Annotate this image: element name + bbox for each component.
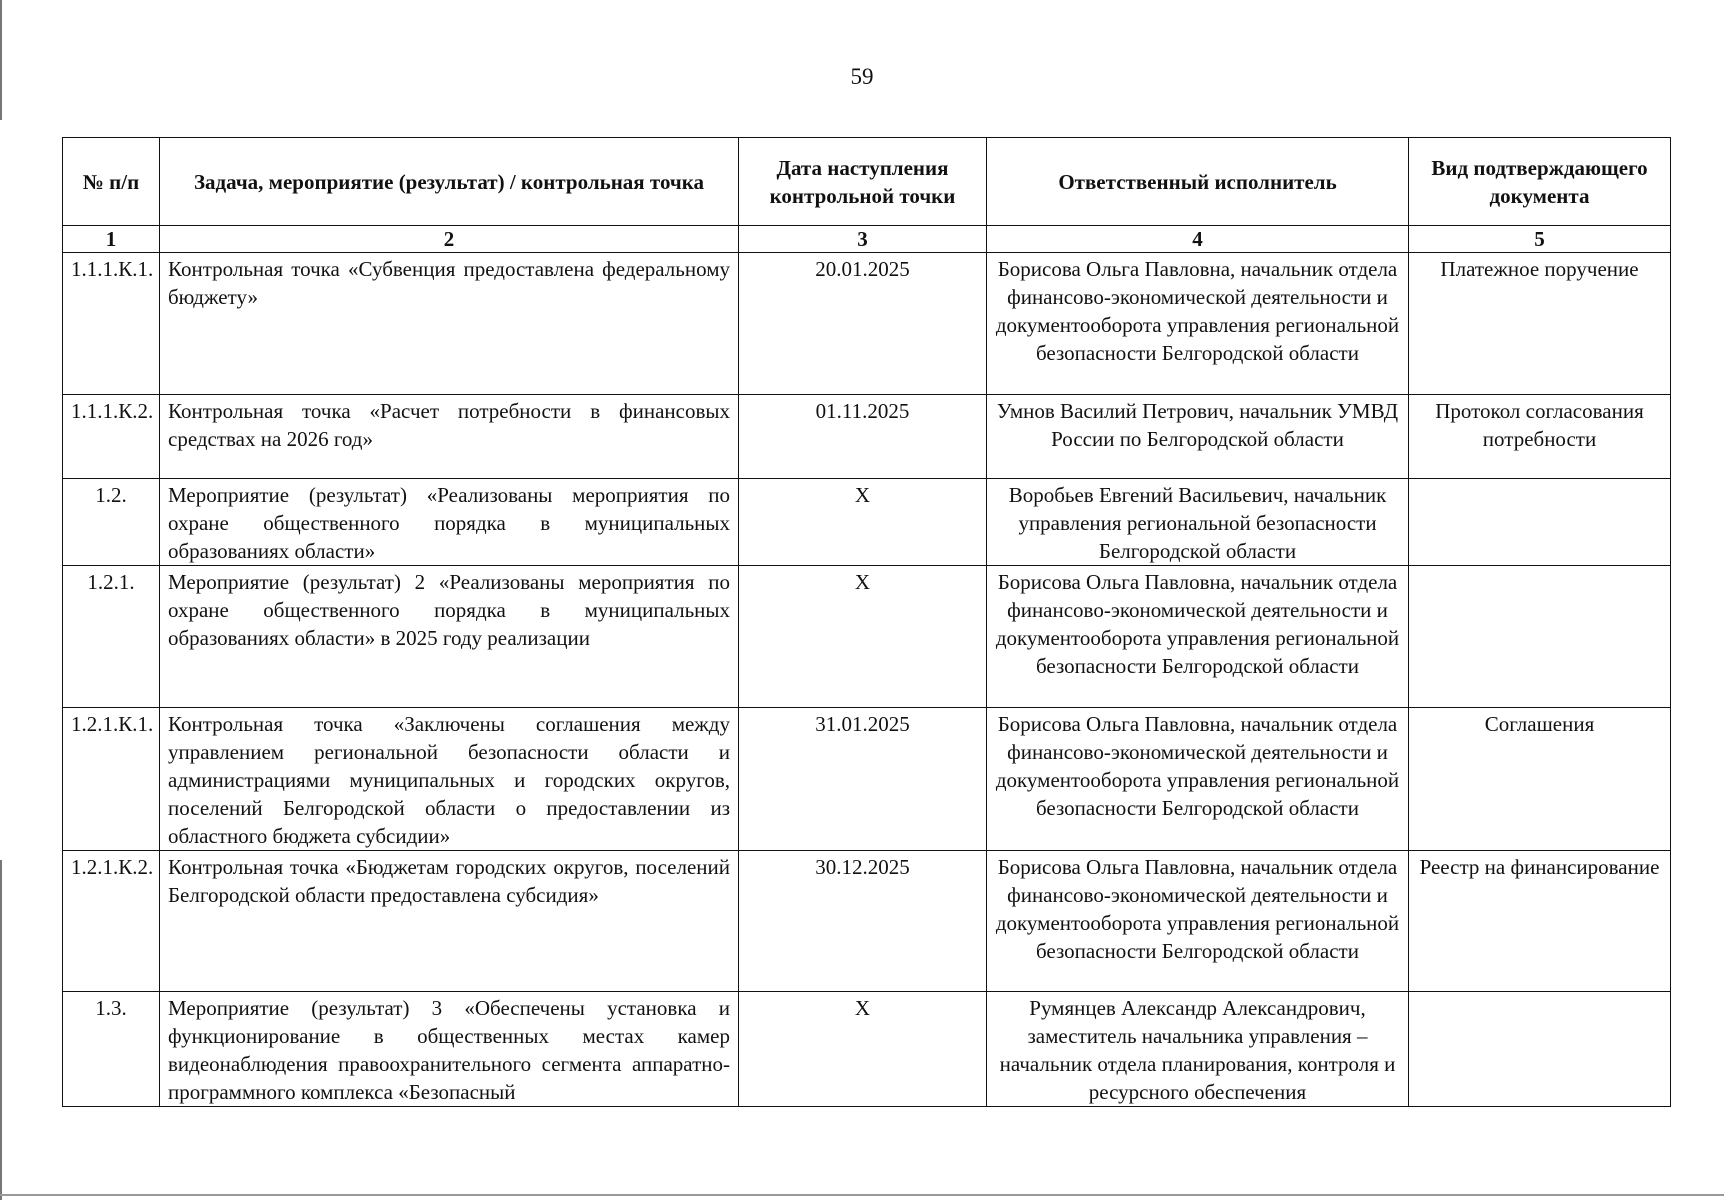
header-task: Задача, мероприятие (результат) / контрольная точка: [160, 138, 739, 226]
row-responsible: Борисова Ольга Павловна, начальник отдела финансово-экономической деятельности и документооборота управления региональной безопасности Белгородской области: [987, 253, 1409, 395]
table-row: [63, 992, 1671, 1107]
row-document: Протокол согласования потребности: [1409, 395, 1671, 479]
row-document: [1409, 479, 1671, 566]
row-document: [1409, 992, 1671, 1107]
row-number: 1.2.1.К.1.: [63, 708, 160, 851]
row-document: Соглашения: [1409, 708, 1671, 851]
header-document: Вид подтверждающего документа: [1409, 138, 1671, 226]
row-task: Мероприятие (результат) «Реализованы мероприятия по охране общественного порядка в муниципальных образованиях области»: [160, 479, 739, 566]
scan-edge-top-left: [0, 0, 2, 120]
row-task: Контрольная точка «Бюджетам городских округов, поселений Белгородской области предоставлена субсидия»: [160, 851, 739, 992]
column-number-row: [63, 226, 1671, 253]
table-row: [63, 708, 1671, 851]
row-responsible: Борисова Ольга Павловна, начальник отдела финансово-экономической деятельности и документооборота управления региональной безопасности Белгородской области: [987, 708, 1409, 851]
row-number: 1.2.1.: [63, 566, 160, 708]
row-document: Реестр на финансирование: [1409, 851, 1671, 992]
row-date: 30.12.2025: [739, 851, 987, 992]
table-header-row: [63, 138, 1671, 226]
scan-edge-bottom-left: [0, 860, 2, 1200]
table-row: [63, 851, 1671, 992]
row-task: Мероприятие (результат) 3 «Обеспечены установка и функционирование в общественных местах камер видеонаблюдения правоохранительного сегмента аппаратно-программного комплекса «Безопасный: [160, 992, 739, 1107]
table-row: [63, 253, 1671, 395]
scan-edge-bottom: [0, 1194, 1724, 1196]
column-number: 4: [987, 226, 1409, 253]
row-responsible: Умнов Василий Петрович, начальник УМВД России по Белгородской области: [987, 395, 1409, 479]
row-date: 01.11.2025: [739, 395, 987, 479]
row-task: Контрольная точка «Субвенция предоставлена федеральному бюджету»: [160, 253, 739, 395]
row-number: 1.2.1.К.2.: [63, 851, 160, 992]
header-date: Дата наступления контрольной точки: [739, 138, 987, 226]
column-number: 2: [160, 226, 739, 253]
row-document: [1409, 566, 1671, 708]
table-row: [63, 479, 1671, 566]
column-number: 5: [1409, 226, 1671, 253]
table-row: [63, 566, 1671, 708]
header-responsible: Ответственный исполнитель: [987, 138, 1409, 226]
table-row: [63, 395, 1671, 479]
column-number: 3: [739, 226, 987, 253]
column-number: 1: [63, 226, 160, 253]
page-number: 59: [850, 64, 874, 89]
row-task: Контрольная точка «Расчет потребности в финансовых средствах на 2026 год»: [160, 395, 739, 479]
row-document: Платежное поручение: [1409, 253, 1671, 395]
row-number: 1.1.1.К.2.: [63, 395, 160, 479]
row-number: 1.1.1.К.1.: [63, 253, 160, 395]
row-date: Х: [739, 566, 987, 708]
row-date: 20.01.2025: [739, 253, 987, 395]
row-responsible: Борисова Ольга Павловна, начальник отдела финансово-экономической деятельности и документооборота управления региональной безопасности Белгородской области: [987, 851, 1409, 992]
row-date: Х: [739, 479, 987, 566]
row-responsible: Воробьев Евгений Васильевич, начальник управления региональной безопасности Белгородской области: [987, 479, 1409, 566]
row-number: 1.2.: [63, 479, 160, 566]
row-task: Мероприятие (результат) 2 «Реализованы мероприятия по охране общественного порядка в муниципальных образованиях области» в 2025 году реализации: [160, 566, 739, 708]
row-responsible: Борисова Ольга Павловна, начальник отдела финансово-экономической деятельности и документооборота управления региональной безопасности Белгородской области: [987, 566, 1409, 708]
row-responsible: Румянцев Александр Александрович, заместитель начальника управления – начальник отдела планирования, контроля и ресурсного обеспечения: [987, 992, 1409, 1107]
row-number: 1.3.: [63, 992, 160, 1107]
row-date: 31.01.2025: [739, 708, 987, 851]
control-points-table: [62, 137, 1671, 1107]
header-number: № п/п: [63, 138, 160, 226]
row-task: Контрольная точка «Заключены соглашения между управлением региональной безопасности области и администрациями муниципальных и городских округов, поселений Белгородской области о предоставлении из областного бюджета субсидии»: [160, 708, 739, 851]
row-date: Х: [739, 992, 987, 1107]
